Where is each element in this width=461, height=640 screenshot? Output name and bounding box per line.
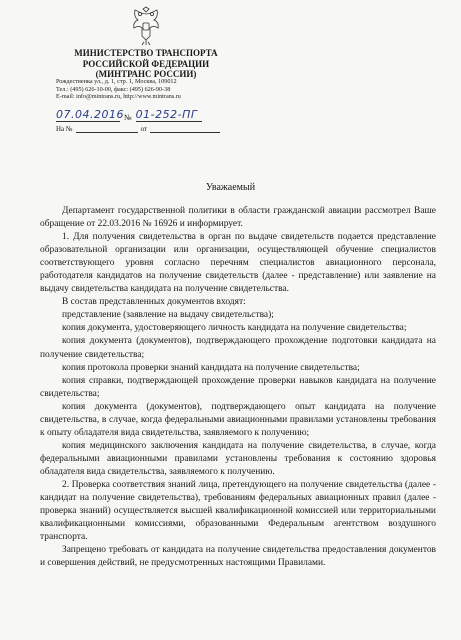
salutation: Уважаемый bbox=[205, 182, 256, 193]
ministry-address bbox=[56, 78, 246, 101]
paragraph: 1. Для получения свидетельства в орган по выдаче свидетельств подается представление образовательной организации или организации, осуществляющей обучение специалистов соответствующего уровня согласно перечням специалистов авиационного персонала, работодателя кандидатов на получение свидетельств (далее - представление) или заявление на выдачу свидетельства кандидата на получение свидетельства. bbox=[40, 232, 436, 295]
ministry-name-line: (МИНТРАНС РОССИИ) bbox=[95, 69, 197, 79]
coat-of-arms-emblem bbox=[129, 6, 163, 46]
number-label: № bbox=[124, 113, 132, 122]
registration-date: 07.04.2016 bbox=[56, 108, 124, 121]
list-item: копия документа, удостоверяющего личность кандидата на получение свидетельства; bbox=[62, 323, 407, 334]
reference-number-blank bbox=[76, 124, 138, 133]
paragraph: Департамент государственной политики в области гражданской авиации рассмотрел Ваше обращение от 22.03.2016 № 16926 и информирует. bbox=[40, 206, 436, 230]
list-item: копия документа (документов), подтверждающего опыт кандидата на получение свидетельства, в случае, когда федеральными авиационными правилами установлены требования к опыту обладателя вида свидетельства, заявляемого к получению; bbox=[40, 401, 436, 438]
address-line: Рождественка ул., д. 1, стр. 1, Москва, 109012 bbox=[56, 78, 177, 85]
letterhead bbox=[56, 6, 236, 80]
registration-line bbox=[56, 108, 202, 122]
paragraph: 2. Проверка соответствия знаний лица, претендующего на получение свидетельства (далее - кандидат на получение свидетельства), требованиям федеральных авиационных правил (далее - проверка знаний) осуществляется высшей квалификационной комиссией или территориальными квалификационными комиссиями, образованными Федеральным агентством воздушного транспорта. bbox=[40, 479, 436, 543]
list-item: представление (заявление на выдачу свидетельства); bbox=[62, 310, 274, 321]
paragraph: В состав представленных документов входят: bbox=[62, 297, 246, 308]
phone-line: Тел.: (495) 626-10-00, факс: (495) 626-90-38 bbox=[56, 85, 171, 93]
list-item: копия документа (документов), подтверждающего прохождение подготовки кандидата на получение свидетельства; bbox=[40, 336, 436, 360]
reference-from-label: от bbox=[140, 125, 148, 133]
reference-label: На № bbox=[56, 125, 73, 133]
list-item: копия медицинского заключения кандидата на получение свидетельства, в случае, когда федеральными авиационными правилами установлены требования к состоянию здоровья обладателя вида свидетельства, заявляемого к получению. bbox=[40, 440, 436, 477]
registration-number: 01-252-ПГ bbox=[136, 108, 202, 122]
ministry-name-line: МИНИСТЕРСТВО ТРАНСПОРТА bbox=[74, 48, 218, 58]
letter-body bbox=[40, 205, 436, 570]
list-item: копия справки, подтверждающей прохождение проверки навыков кандидата на получение свидетельства; bbox=[40, 375, 436, 399]
reference-date-blank bbox=[150, 124, 220, 133]
email-line: E-mail: info@mintrans.ru, http://www.mintrans.ru bbox=[56, 93, 181, 101]
ministry-name-line: РОССИЙСКОЙ ФЕДЕРАЦИИ bbox=[82, 58, 210, 69]
list-item: копия протокола проверки знаний кандидата на получение свидетельства; bbox=[62, 362, 360, 373]
ministry-name bbox=[56, 48, 236, 80]
paragraph: Запрещено требовать от кандидата на получение свидетельства предоставления документов и совершения действий, не предусмотренных настоящими Правилами. bbox=[40, 545, 436, 569]
reference-line bbox=[56, 124, 220, 133]
